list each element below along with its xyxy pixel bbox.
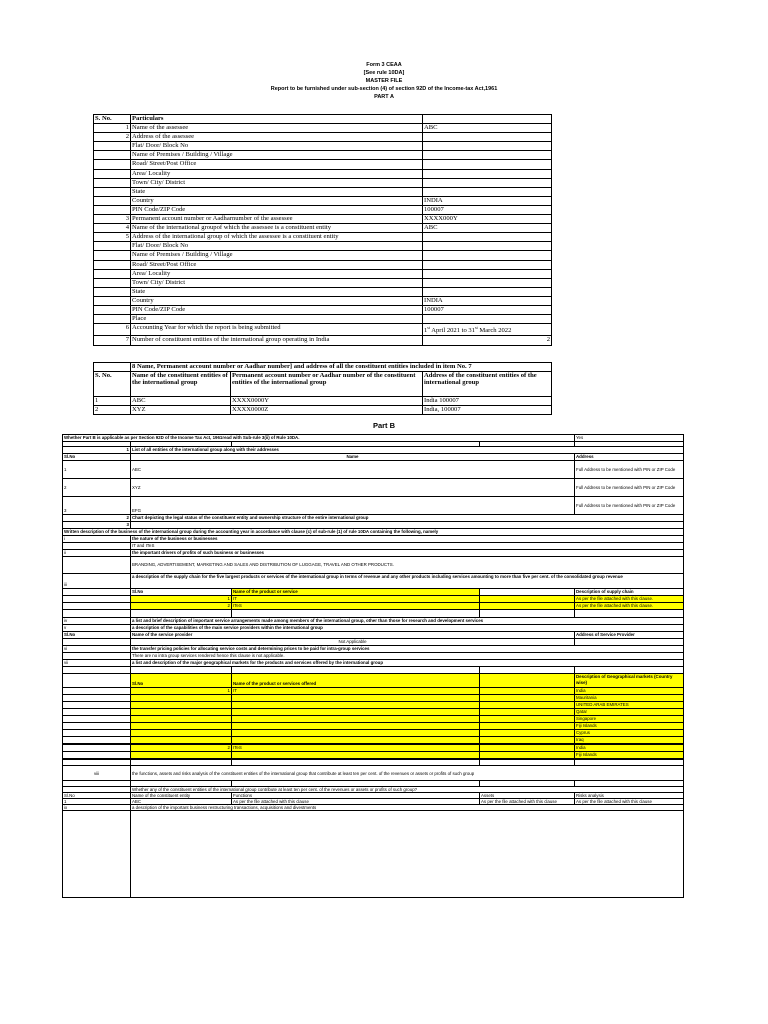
clause-i-number: i bbox=[63, 536, 131, 543]
clause-v-header-row bbox=[63, 632, 684, 639]
part-a-label: PART A bbox=[374, 94, 394, 100]
entity-number: 2 bbox=[63, 479, 131, 497]
part-a-row-value: 1st April 2021 to 31st March 2022 bbox=[423, 324, 552, 336]
geo-row-country: Singapore bbox=[575, 716, 684, 723]
part-a-row-label: Road/ Street/Post Office bbox=[131, 260, 423, 269]
part-a-row bbox=[94, 315, 552, 324]
geo-row-product bbox=[232, 709, 480, 716]
geo-row-number bbox=[131, 702, 232, 709]
part-a-row bbox=[94, 133, 552, 142]
geo-row-country: Cyprus bbox=[575, 730, 684, 737]
document-title: MASTER FILE bbox=[365, 78, 403, 84]
geo-row-country: Fiji Islands bbox=[575, 752, 684, 759]
item2-number: 2 bbox=[63, 515, 131, 522]
part-a-row-label: Accounting Year for which the report is being submitted bbox=[131, 324, 423, 336]
part-a-row-number bbox=[94, 287, 131, 296]
part-a-row bbox=[94, 278, 552, 287]
part-a-row bbox=[94, 160, 552, 169]
part-a-row-value: ABC bbox=[423, 224, 552, 233]
item8-row-pan: XXXX0000Y bbox=[231, 397, 423, 406]
part-a-row-label: Number of constituent entities of the international group operating in India bbox=[131, 336, 423, 345]
supply-chain-row bbox=[63, 596, 684, 603]
part-a-row bbox=[94, 287, 552, 296]
entity-row bbox=[63, 497, 684, 515]
item1-number: 1 bbox=[63, 447, 131, 454]
item8-col-address: Address of the constituent entities of the international group bbox=[423, 372, 552, 397]
clause-v-row bbox=[63, 625, 684, 632]
geo-row-country: Mauritania bbox=[575, 695, 684, 702]
document-subtitle: Report to be furnished under sub-section (4) of section 92D of the Income-tax Act,1961 bbox=[270, 86, 498, 92]
item8-row-number: 2 bbox=[94, 406, 131, 415]
part-a-row-label: Name of the assessee bbox=[131, 124, 423, 133]
part-a-row-number: 6 bbox=[94, 324, 131, 336]
geo-row-product bbox=[232, 752, 480, 759]
clause-iii-col-product: Name of the product or service bbox=[232, 589, 480, 596]
part-a-row-value bbox=[423, 233, 552, 242]
part-a-row-number bbox=[94, 205, 131, 214]
item8-row-number: 1 bbox=[94, 397, 131, 406]
item8-heading: 8 Name, Permanent account number or Aadhar number] and address of all the constituent entities included in item No. 7 bbox=[131, 363, 552, 372]
clause-viii-question: Whether any of the constituent entities of the international group contribute at least ten per cent. of the revenues or assets or profits of such group? bbox=[131, 787, 684, 793]
clause-ii-label: the important drivers of profits of such business or businesses bbox=[131, 550, 684, 557]
item8-row-address: India 100007 bbox=[423, 397, 552, 406]
item3-row bbox=[63, 522, 684, 529]
geo-row-product bbox=[232, 730, 480, 737]
part-a-row-value bbox=[423, 187, 552, 196]
part-a-row bbox=[94, 305, 552, 314]
clause-vii-col-slno: Sl.No bbox=[131, 674, 232, 688]
part-a-row-label: State bbox=[131, 187, 423, 196]
part-a-row-value bbox=[423, 287, 552, 296]
part-a-row-number bbox=[94, 296, 131, 305]
clause-vii-row bbox=[63, 660, 684, 667]
part-a-row-number bbox=[94, 142, 131, 151]
part-a-row-label: Country bbox=[131, 296, 423, 305]
applicability-answer: Yes bbox=[575, 435, 684, 442]
clause-ii-value: BRANDING, ADVERTISEMENT, MARKETING AND SALES AND DISTRIBUTION OF LUGGAGE, TRAVEL AND OTHER PRODUCTS. bbox=[131, 557, 684, 574]
part-a-row-label: Name of the international groupof which the assessee is a constituent entity bbox=[131, 224, 423, 233]
part-a-row-label: Address of the international group of which the assessee is a constituent entity bbox=[131, 233, 423, 242]
part-a-row-number bbox=[94, 278, 131, 287]
item8-col-sno: S. No. bbox=[94, 372, 131, 397]
part-a-row-value: 2 bbox=[423, 336, 552, 345]
clause-vii-number: vii bbox=[63, 660, 131, 667]
entity-address: Full Address to be mentioned with PIN or ZIP Code bbox=[575, 479, 684, 497]
part-a-row-number bbox=[94, 305, 131, 314]
part-a-row-label: Country bbox=[131, 196, 423, 205]
geo-market-row bbox=[63, 723, 684, 730]
clause-iii-col-slno: Sl.No bbox=[131, 589, 232, 596]
supply-chain-desc: As per the file attached with this clause. bbox=[575, 596, 684, 603]
item8-column-headers bbox=[94, 372, 552, 397]
entity-number: 1 bbox=[63, 461, 131, 479]
geo-row-product bbox=[232, 695, 480, 702]
part-a-row-label: Name of Premises / Building / Village bbox=[131, 251, 423, 260]
applicability-row bbox=[63, 435, 684, 442]
entity-name: XYZ bbox=[131, 479, 575, 497]
form-number: Form 3 CEAA bbox=[366, 62, 402, 68]
clause-ix-value bbox=[131, 811, 684, 898]
clause-viii-col-entity: Name of the constituent entity bbox=[131, 793, 232, 799]
clause-ii-value-row bbox=[63, 557, 684, 574]
part-a-row-value: INDIA bbox=[423, 196, 552, 205]
part-a-row-value: 100007 bbox=[423, 205, 552, 214]
item8-row-pan: XXXX0000Z bbox=[231, 406, 423, 415]
part-a-row-value: 100007 bbox=[423, 305, 552, 314]
geo-market-row bbox=[63, 737, 684, 744]
geo-market-row bbox=[63, 702, 684, 709]
clause-iii-label: a description of the supply chain for the five largest products or services of the international group in terms of revenue and any other products including services amounting to more than five per cent. of the consolidated group revenue bbox=[131, 574, 684, 589]
part-a-row-label: Address of the assessee bbox=[131, 133, 423, 142]
part-a-row-label: Place bbox=[131, 315, 423, 324]
clause-iii-number: iii bbox=[63, 574, 131, 589]
part-a-row bbox=[94, 142, 552, 151]
part-a-row bbox=[94, 196, 552, 205]
part-a-row-label: Flat/ Door/ Block No bbox=[131, 142, 423, 151]
part-a-row-label: Name of Premises / Building / Village bbox=[131, 151, 423, 160]
clause-vi-value-row bbox=[63, 653, 684, 660]
part-a-row bbox=[94, 251, 552, 260]
item8-heading-row bbox=[94, 363, 552, 372]
part-a-row bbox=[94, 187, 552, 196]
geo-row-country: India bbox=[575, 688, 684, 695]
applicability-question: Whether Part B is applicable as per Section 92D of the Income Tax Act, 1961read with Sub-rule 3(ii) of Rule 10DA. bbox=[63, 435, 575, 442]
part-a-row-value bbox=[423, 133, 552, 142]
geo-market-row bbox=[63, 745, 684, 752]
entities-header-row bbox=[63, 454, 684, 461]
clause-viii-col-slno: Sl.No bbox=[63, 793, 131, 799]
geo-market-row bbox=[63, 716, 684, 723]
geo-row-product: IT bbox=[232, 688, 480, 695]
part-a-row bbox=[94, 324, 552, 336]
clause-vi-label: the transfer pricing policies for allocating service costs and determining prices to be paid for intra-group services bbox=[131, 646, 684, 653]
supply-chain-desc: As per the file attached with this clause. bbox=[575, 603, 684, 610]
part-a-row-number bbox=[94, 315, 131, 324]
geo-row-number bbox=[131, 709, 232, 716]
clause-iii-row bbox=[63, 574, 684, 589]
clause-v-col-provider: Name of the service provider bbox=[131, 632, 575, 639]
part-a-item8-table bbox=[93, 362, 552, 415]
item3-description-row bbox=[63, 529, 684, 536]
geo-market-row bbox=[63, 688, 684, 695]
col-particulars-header: Particulars bbox=[131, 115, 423, 124]
part-a-row-value: ABC bbox=[423, 124, 552, 133]
geo-row-number: 1 bbox=[131, 688, 232, 695]
clause-ix-label: a description of the important business restructuring transactions, acquisitions and divestments bbox=[131, 805, 684, 811]
clause-vi-number: vi bbox=[63, 646, 131, 653]
geo-row-number bbox=[131, 716, 232, 723]
supply-chain-number: 2 bbox=[131, 603, 232, 610]
far-risks: As per the file attached with this clause bbox=[575, 799, 684, 805]
part-a-row-number bbox=[94, 160, 131, 169]
part-a-table bbox=[93, 114, 552, 346]
part-a-row bbox=[94, 260, 552, 269]
geo-row-number bbox=[131, 737, 232, 744]
part-a-row-label: State bbox=[131, 287, 423, 296]
clause-vii-header-row bbox=[63, 674, 684, 688]
part-a-row-label: Town/ City/ District bbox=[131, 278, 423, 287]
entities-col-address: Address bbox=[575, 454, 684, 461]
clause-v-number: v bbox=[63, 625, 131, 632]
clause-viii-row bbox=[63, 766, 684, 781]
far-assets: As per the file attached with this clause bbox=[480, 799, 575, 805]
entities-col-name: Name bbox=[131, 454, 575, 461]
geo-row-product bbox=[232, 716, 480, 723]
geo-market-row bbox=[63, 695, 684, 702]
geo-row-number: 2 bbox=[131, 745, 232, 752]
part-a-row-value bbox=[423, 278, 552, 287]
geo-row-country: UNITED ARAB EMIRATES bbox=[575, 702, 684, 709]
part-a-row-number bbox=[94, 169, 131, 178]
geo-row-product: ITeS bbox=[232, 745, 480, 752]
clause-i-label: the nature of the business or businesses bbox=[131, 536, 684, 543]
part-a-row-number bbox=[94, 178, 131, 187]
part-a-row-value bbox=[423, 242, 552, 251]
item1-label: List of all entities of the international group along with their addresses bbox=[131, 447, 684, 454]
part-a-row-number: 3 bbox=[94, 215, 131, 224]
item8-col-pan: Permanent account number or Aadhar number of the constituent entities of the international group bbox=[231, 372, 423, 397]
entity-address: Full Address to be mentioned with PIN or ZIP Code bbox=[575, 461, 684, 479]
part-a-row bbox=[94, 124, 552, 133]
geo-row-product bbox=[232, 702, 480, 709]
part-b-table bbox=[62, 434, 684, 760]
part-b-title: Part B bbox=[372, 421, 396, 430]
far-number: 1 bbox=[63, 799, 131, 805]
item8-col-name: Name of the constituent entities of the international group bbox=[131, 372, 231, 397]
part-a-row-number: 5 bbox=[94, 233, 131, 242]
part-a-row bbox=[94, 336, 552, 345]
clause-i-value-row bbox=[63, 543, 684, 550]
geo-row-country: Iraq bbox=[575, 737, 684, 744]
part-a-row-label: Flat/ Door/ Block No bbox=[131, 242, 423, 251]
clause-vii-col-geo: Description of Geographical markets (Country wise) bbox=[575, 674, 684, 688]
geo-row-number bbox=[131, 752, 232, 759]
entity-row bbox=[63, 461, 684, 479]
supply-chain-product: IT bbox=[232, 596, 480, 603]
clause-v-label: a description of the capabilities of the main service providers within the international group bbox=[131, 625, 684, 632]
part-a-row-value bbox=[423, 169, 552, 178]
part-a-row-value bbox=[423, 269, 552, 278]
part-b-table-continued bbox=[62, 759, 684, 898]
part-a-row-value bbox=[423, 315, 552, 324]
part-a-row-number: 2 bbox=[94, 133, 131, 142]
geo-row-country: Fiji Islands bbox=[575, 723, 684, 730]
geo-row-number bbox=[131, 730, 232, 737]
geo-row-country: India bbox=[575, 745, 684, 752]
geo-market-row bbox=[63, 730, 684, 737]
part-a-row-label: Area/ Locality bbox=[131, 269, 423, 278]
geo-row-number bbox=[131, 723, 232, 730]
part-a-row bbox=[94, 169, 552, 178]
geo-market-row bbox=[63, 752, 684, 759]
item3-number: 3 bbox=[63, 522, 131, 529]
entity-name: EFG bbox=[131, 497, 575, 515]
clause-vii-col-product: Name of the product or services offered bbox=[232, 674, 480, 688]
supply-chain-row bbox=[63, 603, 684, 610]
part-a-row-number: 7 bbox=[94, 336, 131, 345]
part-a-header-row bbox=[94, 115, 552, 124]
part-a-row bbox=[94, 205, 552, 214]
part-a-row-number bbox=[94, 151, 131, 160]
entities-col-slno: Sl.No bbox=[63, 454, 131, 461]
clause-i-value: IT and ITeS bbox=[131, 543, 684, 550]
item2-row bbox=[63, 515, 684, 522]
item8-entity-row bbox=[94, 397, 552, 406]
part-a-row-value: XXXX000Y bbox=[423, 215, 552, 224]
item8-row-name: ABC bbox=[131, 397, 231, 406]
part-a-row-value bbox=[423, 160, 552, 169]
part-a-row-number bbox=[94, 242, 131, 251]
clause-v-col-slno: Sl.No bbox=[63, 632, 131, 639]
part-a-row-value bbox=[423, 142, 552, 151]
far-entity: ABC bbox=[131, 799, 232, 805]
part-a-row-label: Road/ Street/Post Office bbox=[131, 160, 423, 169]
part-a-row-value bbox=[423, 178, 552, 187]
entity-address: Full Address to be mentioned with PIN or ZIP Code bbox=[575, 497, 684, 515]
geo-row-country: Qatar bbox=[575, 709, 684, 716]
clause-ii-number: ii bbox=[63, 550, 131, 557]
clause-viii-col-functions: Functions bbox=[232, 793, 480, 799]
part-a-row-label: PIN Code/ZIP Code bbox=[131, 305, 423, 314]
not-applicable: Not Applicable bbox=[131, 639, 575, 646]
part-a-row-number: 1 bbox=[94, 124, 131, 133]
clause-v-col-address: Address of Service Provider bbox=[575, 632, 684, 639]
clause-iii-header-row bbox=[63, 589, 684, 596]
entity-row bbox=[63, 479, 684, 497]
part-a-row bbox=[94, 151, 552, 160]
rule-reference: [See rule 10DA] bbox=[363, 70, 405, 76]
clause-viii-col-risks: Risks analysis bbox=[575, 793, 684, 799]
supply-chain-product: ITeS bbox=[232, 603, 480, 610]
part-a-row bbox=[94, 296, 552, 305]
clause-vi-value: There are no intra group services rendered hence this clause is not applicable. bbox=[131, 653, 684, 660]
clause-vii-label: a list and description of the major geographical markets for the products and services offered by the international group bbox=[131, 660, 684, 667]
clause-viii-col-assets: Assets bbox=[480, 793, 575, 799]
clause-ix-number: ix bbox=[63, 805, 131, 811]
col-sno-header: S. No. bbox=[94, 115, 131, 124]
clause-iv-number: iv bbox=[63, 618, 131, 625]
geo-row-product bbox=[232, 737, 480, 744]
part-a-row-label: Area/ Locality bbox=[131, 169, 423, 178]
clause-iv-row bbox=[63, 618, 684, 625]
clause-viii-number: viii bbox=[63, 766, 131, 781]
entity-name: ABC bbox=[131, 461, 575, 479]
part-a-row-number bbox=[94, 269, 131, 278]
part-a-row-number bbox=[94, 187, 131, 196]
part-a-row-number bbox=[94, 251, 131, 260]
geo-market-row bbox=[63, 709, 684, 716]
part-a-row-label: Permanent account number or Aadharnumber of the assessee bbox=[131, 215, 423, 224]
part-a-row-value bbox=[423, 251, 552, 260]
item3-label: Written description of the business of the international group during the accounting year in accordance with clause (c) of sub-rule (1) of rule 10DA containing the following, namely bbox=[63, 529, 684, 536]
clause-viii-label: the functions, assets and risks analysis of the constituent entities of the international group that contribute at least ten per cent. of the revenues or assets or profits of such group bbox=[131, 766, 684, 781]
clause-ix-value-row bbox=[63, 811, 684, 898]
part-a-row bbox=[94, 242, 552, 251]
item8-entity-row bbox=[94, 406, 552, 415]
part-a-row-value bbox=[423, 151, 552, 160]
clause-iv-label: a list and brief description of important service arrangements made among members of the international group, other than those for research and development services bbox=[131, 618, 684, 625]
part-a-row bbox=[94, 215, 552, 224]
geo-row-number bbox=[131, 695, 232, 702]
part-a-row bbox=[94, 233, 552, 242]
part-a-row-number: 4 bbox=[94, 224, 131, 233]
part-a-row bbox=[94, 269, 552, 278]
item2-label: Chart depicting the legal status of the constituent entity and ownership structure of the entire international group bbox=[131, 515, 684, 522]
clause-ii-row bbox=[63, 550, 684, 557]
part-a-row-value bbox=[423, 260, 552, 269]
part-a-row bbox=[94, 178, 552, 187]
supply-chain-number: 1 bbox=[131, 596, 232, 603]
item1-row bbox=[63, 447, 684, 454]
part-a-row-number bbox=[94, 260, 131, 269]
part-a-row-number bbox=[94, 196, 131, 205]
item8-row-address: India, 100007 bbox=[423, 406, 552, 415]
part-a-row-label: Town/ City/ District bbox=[131, 178, 423, 187]
geo-row-product bbox=[232, 723, 480, 730]
part-a-row bbox=[94, 224, 552, 233]
part-a-row-label: PIN Code/ZIP Code bbox=[131, 205, 423, 214]
clause-iii-col-desc: Description of supply chain bbox=[575, 589, 684, 596]
col-value-header bbox=[423, 115, 552, 124]
entity-number: 3 bbox=[63, 497, 131, 515]
not-applicable-row bbox=[63, 639, 684, 646]
part-a-row-value: INDIA bbox=[423, 296, 552, 305]
item8-row-name: XYZ bbox=[131, 406, 231, 415]
clause-vi-row bbox=[63, 646, 684, 653]
clause-i-row bbox=[63, 536, 684, 543]
far-functions: As per the file attached with this clause bbox=[232, 799, 480, 805]
